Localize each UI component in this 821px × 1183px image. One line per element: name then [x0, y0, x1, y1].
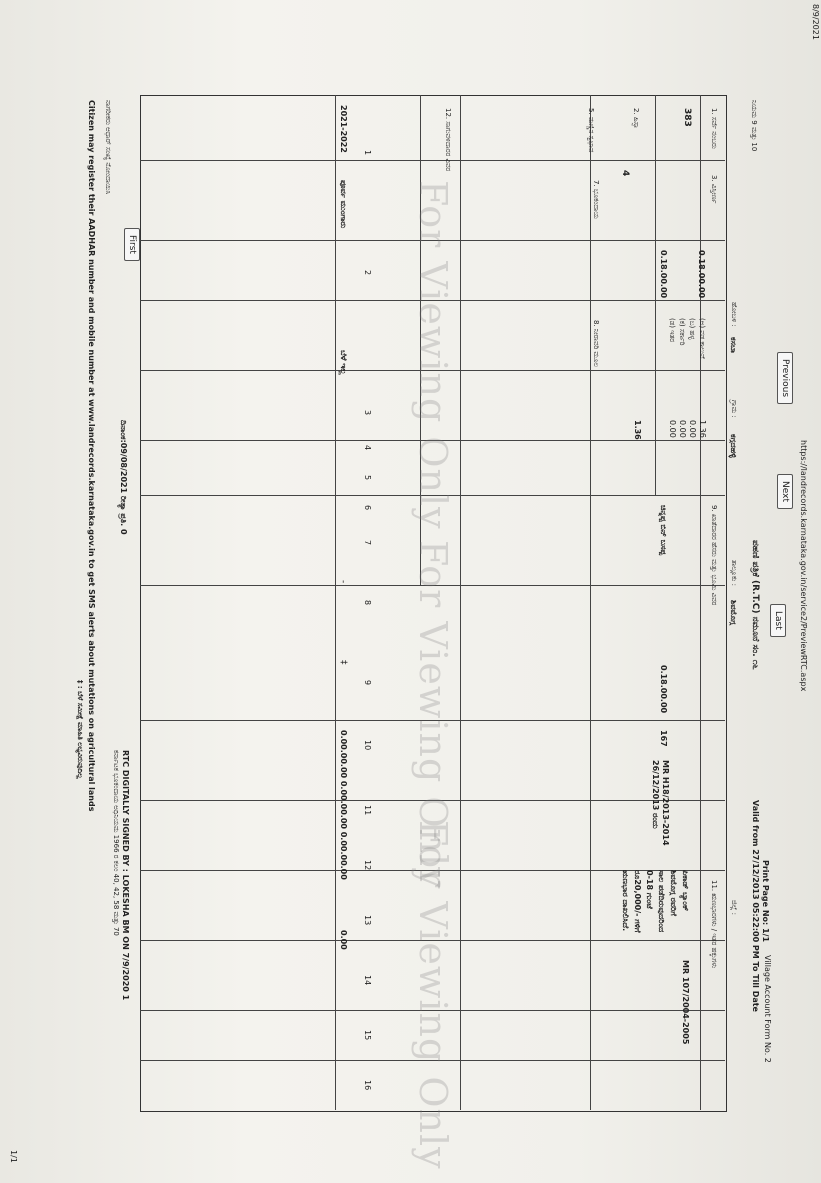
- watermark-1: For Viewing Only: [411, 180, 455, 530]
- crop-dash: -: [338, 580, 348, 584]
- taluk-label: ಹೋಬಳಿ :: [730, 302, 738, 327]
- kn-note: ನಾಗರೀಕರು ಆಧಾರ್ ಸಂಖ್ಯೆ ನೋಂದಾಯಿಸಿ: [104, 100, 112, 195]
- kharab-value-4: 0.00: [668, 420, 677, 438]
- kharab-value-1: 1.36: [698, 420, 707, 438]
- rtc-title: ಪಹಣಿ ಪತ್ರಿಕೆ (R.T.C) ನಮೂನೆ ಸಂ. ೧೬: [750, 540, 760, 670]
- crop-col-5: 5: [363, 475, 372, 481]
- crop-col-4: 4: [363, 445, 372, 451]
- rights-line-6: ಋಣಭಾರ ದಾಖಲಿಸಿದೆ.: [621, 870, 630, 932]
- crop-col-11: 11: [363, 805, 372, 816]
- mutation-date: 26/12/2013 ರಂದು: [651, 760, 660, 829]
- rules-ref: ನಿಯಮ 9 ಮತ್ತು 10: [750, 100, 758, 152]
- digitally-signed: RTC DIGITALLY SIGNED BY : LOKESHA BM ON 7/9/2020 1: [121, 750, 130, 1001]
- district-label: ಜಿಲ್ಲೆ :: [730, 900, 738, 915]
- owner-section-label: 9. ಖಾತೆದಾರರ ಹೆಸರು ಮತ್ತು ಭೂಮಿ ವಿವರ: [710, 505, 718, 606]
- crop-col-16: 16: [363, 1080, 372, 1091]
- kharab-value-3: 0.00: [678, 420, 687, 438]
- citizen-note-kn: ‡ : ಬೆಳೆ ಸಮೀಕ್ಷೆ ಮಾಹಿತಿ ಲಭ್ಯವಿರುವುದಿಲ್ಲ: [76, 680, 84, 779]
- village-value: ಕಗ್ಗದಹಳ್ಳಿ: [729, 434, 738, 458]
- owner-area: 0.18.00.00: [659, 665, 668, 714]
- kharab-b: (ಬ) ಹಳ್ಳ: [688, 318, 696, 340]
- crop-col-9: 9: [363, 680, 372, 686]
- crop-last-value: 0.00: [339, 930, 348, 950]
- previous-button[interactable]: Previous: [777, 352, 793, 404]
- crop-col-13: 13: [363, 915, 372, 926]
- print-date: 8/9/2021: [811, 4, 820, 40]
- print-page-no: Print Page No: 1/1: [761, 860, 770, 943]
- kharab-value-2: 0.00: [688, 420, 697, 438]
- crop-col-3: 3: [363, 410, 372, 416]
- rights-line-2: ಶಿವಮೊಗ್ಗ ರವರಿಗೆ: [669, 870, 678, 916]
- crop-col-8: 8: [363, 600, 372, 606]
- mutation-no: MR H18/2013-2014: [661, 760, 670, 846]
- crop-year: 2021-2022: [339, 105, 348, 153]
- crop-dagger: ‡: [338, 660, 348, 665]
- watermark-2: For Viewing Only: [411, 540, 455, 890]
- rights-section-label: 11. ಋಣಭಾರಗಳು / ಇತರ ಹಕ್ಕುಗಳು: [710, 880, 718, 969]
- citizen-note: Citizen may register their AADHAR number and mobile number at www.landrecords.karnataka.gov.in to get SMS alerts about mutations on agricultural lands: [87, 100, 96, 812]
- hobli-value: ಶಿವಮೊಗ್ಗ: [729, 600, 738, 625]
- kharab-total: 1.36: [633, 420, 642, 440]
- crop-col-10: 10: [363, 740, 372, 751]
- soil-label: 5. ಮಣ್ಣಿನ ಸ್ವಭಾವ: [587, 108, 595, 153]
- next-button[interactable]: Next: [777, 474, 793, 509]
- crop-col-1: 1: [363, 150, 372, 156]
- taluk-value: ಕಸಬಾ: [729, 337, 738, 354]
- watermark-3: For Viewing Only: [411, 820, 455, 1170]
- crop-col-14: 14: [363, 975, 372, 986]
- tax-label: 7. ಭೂಕಂದಾಯ: [592, 180, 600, 219]
- subdiv-value: 4: [620, 170, 630, 177]
- crop-col-12: 12: [363, 860, 372, 871]
- crop-season: ಪೂರ್ವ ಮುಂಗಾರು: [339, 180, 348, 229]
- khata-no: 167: [659, 730, 668, 747]
- area-label: 3. ವಿಸ್ತೀರ್ಣ: [710, 175, 718, 204]
- rights-line-1: ಪಿಕಾಡ್ ಬ್ಯಾಂಕ್: [681, 870, 690, 912]
- crop-col-2: 2: [363, 270, 372, 276]
- date-line: ದಿನಾಂಕ:09/08/2021 ರೀತ್ಯಾ ಪ್ರತಿ. 0: [119, 420, 128, 535]
- first-button[interactable]: First: [124, 228, 140, 261]
- crop-col-15: 15: [363, 1030, 372, 1041]
- crop-col-7: 7: [363, 540, 372, 546]
- print-url: https://landrecords.karnataka.gov.in/service2/PreviewRTC.aspx: [799, 440, 808, 692]
- rights-mr-no: MR 107/2004-2005: [681, 960, 690, 1045]
- survey-no-label: 1. ಸರ್ವೆ ನಂಬರು: [710, 108, 718, 149]
- area-total: 0.18.00.00: [659, 250, 668, 299]
- kharab-a: (ಅ) ಪಡ ಕಾಲುವೆ: [698, 318, 706, 359]
- owner-name: ಚಿನ್ನಪ್ಪ ಬಿನ್ ಬಸಪ್ಪ: [659, 505, 668, 556]
- rights-line-3: ಸಾಲ ಪಡೆದಿರುವುದರಿಂದ: [657, 870, 666, 933]
- crop-section-label: 12. ಸಾಗುವಳಿದಾರರ ವಿವರ: [444, 108, 452, 172]
- water-label: 8. ನೀರಾವರಿ ಮೂಲ: [592, 320, 600, 368]
- valid-from: Valid from 27/12/2013 05:22:00 PM To Till Date: [751, 800, 760, 1012]
- survey-no-value: 383: [682, 108, 692, 127]
- last-button[interactable]: Last: [770, 604, 786, 637]
- act-reference: ಕರ್ನಾಟಕ ಭೂಕಂದಾಯ ಅಧಿನಿಯಮ 1966 ರ ಕಲಂ 40, 42, 58 ಮತ್ತು 70: [112, 750, 120, 936]
- village-label: ಗ್ರಾಮ :: [730, 400, 738, 418]
- crop-values: 0.00.00.00 0.00.00.00 0.00.00.00: [339, 730, 348, 880]
- print-page-number: 1/1: [9, 1150, 18, 1163]
- hobli-label: ತಾಲ್ಲೂಕು :: [730, 560, 738, 586]
- area-value: 0.18.00.00: [697, 250, 706, 299]
- kharab-d: (ಡ) ಇತರ: [668, 318, 676, 343]
- rights-line-4: 0-18 ಗುಂಟೆ: [645, 870, 654, 909]
- crop-col-6: 6: [363, 505, 372, 511]
- subdiv-label: 2. ಹಿಸ್ಸಾ: [632, 108, 640, 129]
- crop-name: ಬೆಳೆ ಇಲ್ಲ: [339, 350, 348, 375]
- form-number: Village Account Form No. 2: [763, 955, 772, 1063]
- rights-line-5: ರೂ20,000/- ಗಳಿಗೆ: [633, 870, 642, 933]
- kharab-c: (ಕ) ಸರ್ಕಾರಿ: [678, 318, 686, 346]
